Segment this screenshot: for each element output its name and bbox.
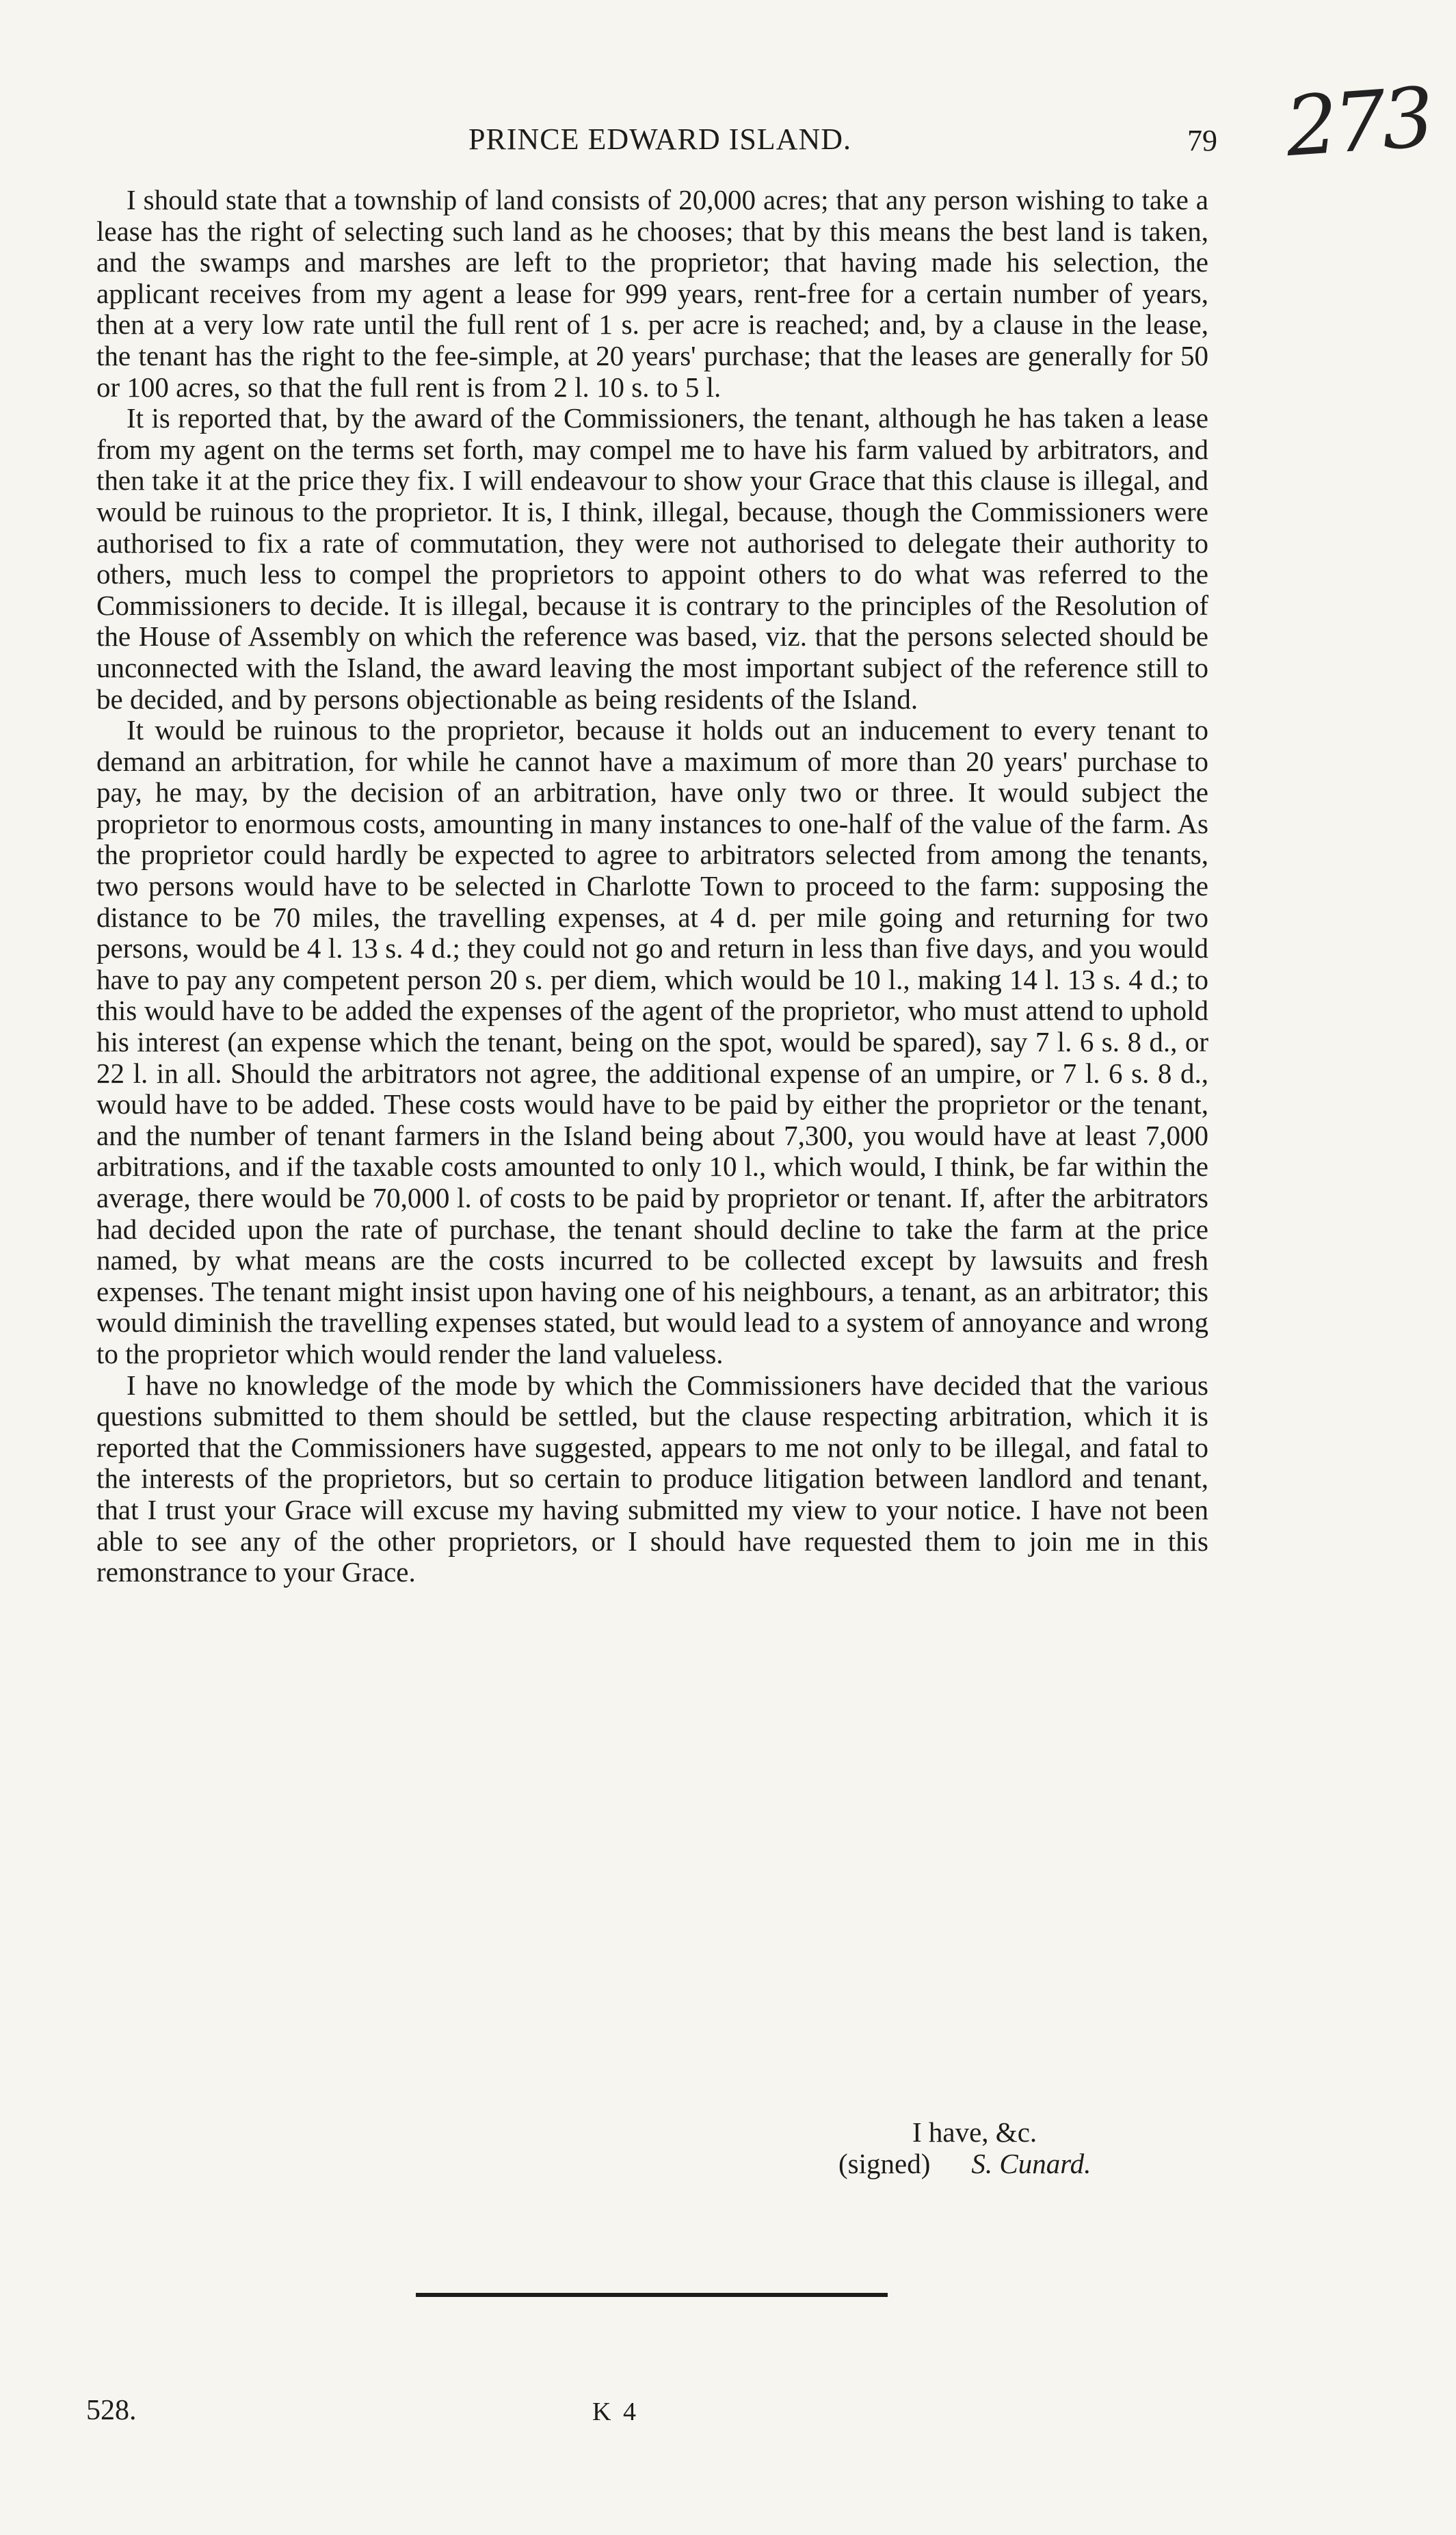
paragraph-remonstrance: I have no knowledge of the mode by which the Commissioners have decided that the various questions submitted to them should be settled, but the clause respecting arbitration, which it is reported that the Commissioners have suggested, appears to me not only to be illegal, and fatal to the interests of the proprietors, but so certain to produce litigation between landlord and tenant, that I trust your Grace will excuse my having submitted my view to your notice. I have not been able to see any of the other proprietors, or I should have requested them to join me in this remonstrance to your Grace. [96,1369,1208,1588]
paragraph-ruinous-costs: It would be ruinous to the proprietor, because it holds out an inducement to every tenant to demand an arbitration, for while he cannot have a maximum of more than 20 years' purchase to pay, he may, by the decision of an arbitration, have only two or three. It would subject the proprietor to enormous costs, amounting in many instances to one-half of the value of the farm. As the proprietor could hardly be expected to agree to arbitrators selected from among the tenants, two persons would have to be selected in Charlotte Town to proceed to the farm: supposing the distance to be 70 miles, the travelling expenses, at 4 d. per mile going and returning for two persons, would be 4 l. 13 s. 4 d.; they could not go and return in less than five days, and you would have to pay any competent person 20 s. per diem, which would be 10 l., making 14 l. 13 s. 4 d.; to this would have to be added the expenses of the agent of the proprietor, who must attend to uphold his interest (an expense which the tenant, being on the spot, would be spared), say 7 l. 6 s. 8 d., or 22 l. in all. Should the arbitrators not agree, the additional expense of an umpire, or 7 l. 6 s. 8 d., would have to be added. These costs would have to be paid by either the proprietor or the tenant, and the number of tenant farmers in the Island being about 7,300, you would have at least 7,000 arbitrations, and if the taxable costs amounted to only 10 l., which would, I think, be far within the average, there would be 70,000 l. of costs to be paid by proprietor or tenant. If, after the arbitrators had decided upon the rate of purchase, the tenant should decline to take the farm at the price named, by what means are the costs incurred to be collected except by lawsuits and fresh expenses. The tenant might insist upon having one of his neighbours, a tenant, as an arbitrator; this would diminish the travelling expenses stated, but would lead to a system of annoyance and wrong to the proprietor which would render the land valueless. [96,714,1208,1369]
running-title: PRINCE EDWARD ISLAND. [468,122,851,156]
signature-name: S. Cunard. [971,2148,1091,2179]
letter-body [96,185,1208,1588]
closing-salutation: I have, &c. [912,2116,1037,2148]
running-header [103,122,1217,163]
handwritten-folio-number: 273 [1282,70,1433,176]
signature-line [838,2148,1221,2179]
horizontal-rule [416,2293,888,2297]
paragraph-award-illegal: It is reported that, by the award of the Commissioners, the tenant, although he has taken a lease from my agent on the terms set forth, may compel me to have his farm valued by arbitrators, and then take it at the price they fix. I will endeavour to show your Grace that this clause is illegal, and would be ruinous to the proprietor. It is, I think, illegal, because, though the Commissioners were authorised to fix a rate of commutation, they were not authorised to delegate their authority to others, much less to compel the proprietors to appoint others to do what was referred to the Commissioners to decide. It is illegal, because it is contrary to the principles of the Resolution of the House of Assembly on which the reference was based, viz. that the persons selected should be unconnected with the Island, the award leaving the most important subject of the reference still to be decided, and by persons objectionable as being residents of the Island. [96,402,1208,715]
page-number: 79 [1187,124,1217,157]
paragraph-township-lease: I should state that a township of land consists of 20,000 acres; that any person wishing to take a lease has the right of selecting such land as he chooses; that by this means the best land is taken, and the swamps and marshes are left to the proprietor; that having made his selection, the applicant receives from my agent a lease for 999 years, rent-free for a certain number of years, then at a very low rate until the full rent of 1 s. per acre is reached; and, by a clause in the lease, the tenant has the right to the fee-simple, at 20 years' purchase; that the leases are generally for 50 or 100 acres, so that the full rent is from 2 l. 10 s. to 5 l. [96,184,1208,403]
signed-label: (signed) [838,2148,931,2179]
footer-signature-mark: K 4 [592,2398,639,2426]
footer-document-number: 528. [86,2395,137,2426]
letter-closing [838,2116,1221,2179]
